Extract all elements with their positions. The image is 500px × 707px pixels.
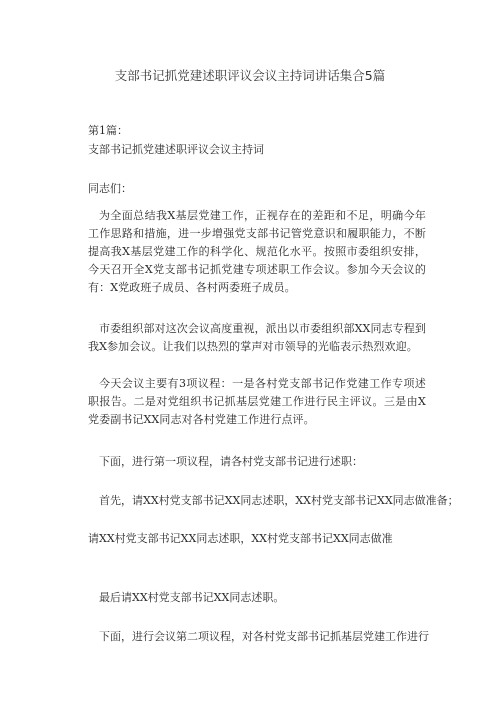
- paragraph-intro: 为全面总结我X基层党建工作，正视存在的差距和不足，明确今年工作思路和措施，进一步增强党支部书记管党意识和履职能力，不断提高我X基层党建工作的科学化、规范化水平。按照市委组织安排，今天召开全X党支部书记抓党建专项述职工作会议。参加今天会议的有：X党政班子成员、各村两委班子成员。: [88, 209, 426, 294]
- section-label: 第1篇：: [88, 124, 128, 137]
- greeting: 同志们：: [88, 182, 132, 195]
- item-line-second-agenda: 下面，进行会议第二项议程，对各村党支部书记抓基层党建工作进行: [99, 630, 429, 643]
- item-line-next-speaker: 请XX村党支部书记XX同志述职，XX村党支部书记XX同志做准: [88, 532, 393, 545]
- paragraph-agenda: 今天会议主要有3项议程：一是各村党支部书记作党建工作专项述职报告。二是对党组织书记抓基层党建工作进行民主评议。三是由X党委副书记XX同志对各村党建工作进行点评。: [88, 377, 426, 426]
- document-title: 支部书记抓党建述职评议会议主持词讲话集合5篇: [114, 68, 386, 83]
- item-line-first-agenda: 下面，进行第一项议程，请各村党支部书记进行述职：: [99, 455, 363, 468]
- item-line-first-speaker: 首先，请XX村党支部书记XX同志述职，XX村党支部书记XX同志做准备；: [99, 494, 459, 507]
- item-line-last-speaker: 最后请XX村党支部书记XX同志述职。: [99, 591, 285, 604]
- paragraph-welcome: 市委组织部对这次会议高度重视，派出以市委组织部XX同志专程到我X参加会议。让我们以热烈的掌声对市领导的光临表示热烈欢迎。: [88, 322, 426, 353]
- section-title: 支部书记抓党建述职评议会议主持词: [88, 143, 264, 156]
